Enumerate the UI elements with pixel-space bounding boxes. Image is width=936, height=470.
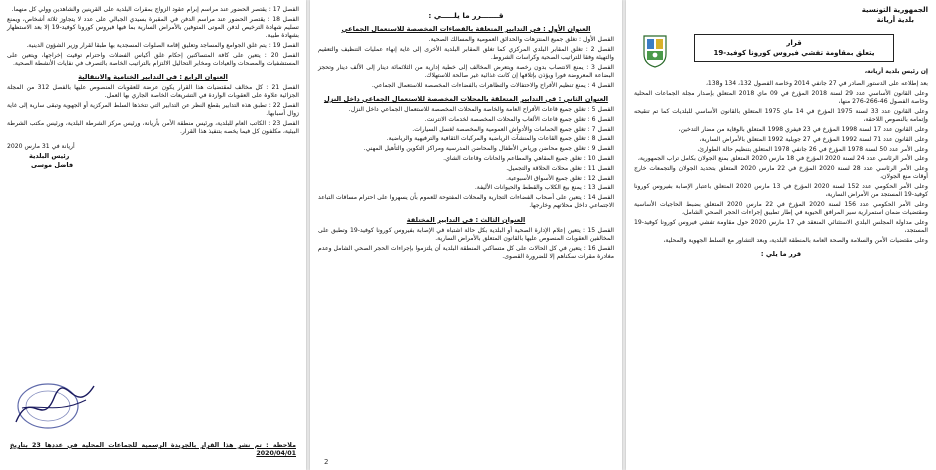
- article-item: الفصل 5 : تغلق جميع قاعات الأفراح العامة والخاصة والمحلات المخصصة للاستعمال الجماعي داخل النزل.: [348, 106, 614, 113]
- article-item: الفصل 17 : يقتصر الحضور عند مراسم إبرام عقود الزواج بمقرات البلدية على القرينين والشاهدين وولي كل منهما.: [11, 6, 299, 13]
- section4-articles: [7, 84, 299, 136]
- page-2: [310, 0, 622, 470]
- signatory-title: رئيس البلدية: [29, 152, 70, 161]
- signature-stamp-icon: [8, 378, 98, 434]
- section4-title: العنوان الرابع : في التدابير الختامية والانتقالية: [78, 73, 228, 82]
- section-title: العنوان الثاني : في التدابير المتعلقة بالمحلات المخصصة للاستعمال الجماعي داخل النزل: [323, 95, 609, 103]
- article-item: الفصل 15 : يتعين إعلام الإدارة الصحية أو البلدية بكل حالة اشتباه في الإصابة بفيروس كورونا كوفيد-19 وتطبق على المخالفين العقوبات المنصوص عليها بالقانون المتعلق بالأمراض السارية.: [318, 226, 614, 242]
- decree-title: يتعلق بمقاومة تفشي فيروس كورونا كوفيد-19: [713, 49, 875, 57]
- article-item: الفصل 23 : الكاتب العام للبلدية، ورئيس منطقة الأمن بأريانة، ورئيس مركز الشرطة البلدية، ورئيس مكتب الشرطة البيئية، مكلفون كل فيما يخصه بتنفيذ هذا القرار.: [7, 120, 300, 136]
- country-header: الجمهورية التونسية: [861, 6, 928, 14]
- decision-header: قـــــــرر ما يلـــــي :: [428, 11, 504, 20]
- article-item: الفصل 13 : يمنع بيع الكلاب والقطط والحيوانات الأليفة.: [474, 184, 614, 192]
- article-item: الفصل 7 : تغلق جميع الحمامات والأدواش العمومية والمخصصة لغسل السيارات.: [412, 125, 614, 133]
- page2-body: [318, 25, 614, 261]
- article-item: الفصل 19 : يتم غلق الجوامع والمساجد وتعليق إقامة الصلوات المسجدية بها طبقا لقرار وزير الشؤون الدينية.: [26, 42, 299, 49]
- consideration-item: وعلى الأمر الحكومي عدد 152 لسنة 2020 المؤرخ في 13 مارس 2020 المتعلق باعتبار الإصابة بفيروس كورونا كوفيد-19 المستجد من الأمراض السارية،: [634, 183, 928, 199]
- consideration-item: وعلى مداولة المجلس البلدي الاستثنائي المنعقد في 17 مارس 2020 حول مقاومة تفشي فيروس كورونا كوفيد-19 المستجد،: [634, 219, 928, 235]
- article-item: الفصل 4 : يمنع تنظيم الأفراح والاحتفالات والتظاهرات بالفضاءات المخصصة للاستعمال الجماعي.: [371, 81, 614, 89]
- article-item: الفصل 18 : يقتصر الحضور عند مراسم الدفن في المقبرة بسيدي الجبالي على عدد لا يتجاوز ثلاثة أشخاص، ويمنع تسليم شهادة الترخيص لدفن الموتى المتوفين بالأمراض السارية بما فيها فيروس كورونا كوفيد-19 إلا بعد الاستظهار بشهادة طبية.: [7, 15, 300, 40]
- article-item: الفصل 16 : يتعين في كل الحالات على كل متساكني المنطقة البلدية أن يلتزموا بإجراءات الحجر الصحي الشامل وعدم مغادرة مقرات سكناهم إلا للضرورة القصوى.: [318, 244, 615, 260]
- page-1: [626, 0, 936, 470]
- article-item: الفصل 22 : تطبق هذه التدابير بقطع النظر عن التدابير التي تتخذها السلط المركزية أو الجهوية وتبقى سارية إلى غاية زوال أسبابها.: [7, 102, 299, 118]
- page-3: [0, 0, 306, 470]
- consideration-item: وعلى الأمر الحكومي عدد 156 لسنة 2020 المؤرخ في 22 مارس 2020 المتعلق بضبط الحاجيات الأساسية ومقتضيات ضمان استمرارية سير المرافق الحيوية في إطار تطبيق إجراءات الحجر الصحي الشامل،: [634, 201, 929, 217]
- municipality-header: بلدية أريانة: [876, 15, 914, 24]
- consideration-item: وعلى الأمر الرئاسي عدد 24 لسنة 2020 المؤرخ في 18 مارس 2020 المتعلق بمنع الجولان بكامل تراب الجمهورية،: [637, 155, 928, 163]
- section-title: العنوان الأول : في التدابير المتعلقة بالفضاءات المخصصة للاستعمال الجماعي: [341, 25, 591, 33]
- section-title: العنوان الثالث : في التدابير المختلفة: [406, 215, 526, 224]
- article-item: الفصل 10 : تغلق جميع المقاهي والمطاعم والحانات وقاعات الشاي.: [443, 154, 614, 162]
- article-item: الفصل 6 : تغلق جميع قاعات الألعاب والمحلات المخصصة لخدمات الانترنت.: [424, 115, 614, 123]
- article-item: الفصل الأول : تغلق جميع المنتزهات والحدائق العمومية والمسالك الصحية.: [428, 36, 614, 43]
- consideration-item: وعلى القانون عدد 71 لسنة 1992 المؤرخ في 27 جويلية 1992 المتعلق بالأمراض السارية،: [699, 135, 928, 143]
- article-item: الفصل 8 : تغلق جميع القاعات والمنشآت الرياضية والمركبات الثقافية والترفيهية والرياضية.: [386, 135, 614, 143]
- article-item: الفصل 21 : كل مخالف لمقتضيات هذا القرار يكون عرضة للعقوبات المنصوص عليها بالفصل 312 من المجلة الجزائية علاوة على العقوبات الواردة في التشريعات الخاصة الجاري بها العمل.: [7, 84, 300, 100]
- consideration-item: وعلى مقتضيات الأمن والسلامة والصحة العامة بالمنطقة البلدية، وبعد التشاور مع السلط الجهوية والمحلية،: [663, 237, 928, 245]
- date-line: أريانة في 31 مارس 2020: [7, 142, 75, 150]
- page1-considerations: [634, 80, 928, 245]
- decision-line: قرر ما يلي :: [760, 250, 802, 259]
- article-item: الفصل 12 : تغلق جميع الأسواق الأسبوعية.: [506, 174, 614, 182]
- mayor-line: إن رئيس بلدية أريانة،: [864, 68, 928, 75]
- article-item: الفصل 3 : يمنع الانتصاب بدون رخصة ويتعرض المخالف إلى خطية إدارية من الثلاثمائة دينار إلى الألف دينار وتحجز البضاعة المعروضة فورا ويؤذن بإتلافها إن كانت غذائية غير صالحة للاستهلاك.: [318, 63, 614, 79]
- signature-block: [7, 143, 299, 171]
- publication-note: ملاحظة : تم نشر هذا القرار بالجريدة الرسمية للجماعات المحلية في عددها 23 بتاريخ 2020/04/01: [10, 442, 296, 458]
- article-item: الفصل 11 : تغلق محلات الحلاقة والتجميل.: [506, 164, 614, 172]
- municipality-logo-icon: [642, 34, 668, 68]
- page-number: 2: [324, 458, 329, 466]
- decree-title-box: [694, 34, 894, 62]
- consideration-item: وعلى الأمر الرئاسي عدد 28 لسنة 2020 المؤرخ في 22 مارس 2020 المتعلق بتحديد الجولان والتجمعات خارج أوقات منع الجولان،: [634, 165, 928, 181]
- consideration-item: وعلى القانون عدد 17 لسنة 1998 المؤرخ في 23 فيفري 1998 المتعلق بالوقاية من مضار التدخين،: [678, 126, 928, 133]
- consideration-item: بعد إطلاعه على الدستور الصادر في 27 جانفي 2014 وخاصة الفصول 132، 134 و138،: [705, 80, 928, 88]
- signatory-name: فاضل موسى: [31, 161, 74, 170]
- consideration-item: وعلى القانون الأساسي عدد 29 لسنة 2018 المؤرخ في 09 ماي 2018 المتعلق بإصدار مجلة الجماعات المحلية وخاصة الفصول 46-266-276 منها،: [634, 90, 929, 106]
- consideration-item: وعلى الأمر عدد 50 لسنة 1978 المؤرخ في 26 جانفي 1978 المتعلق بتنظيم حالة الطوارئ،: [697, 145, 928, 153]
- article-item: الفصل 9 : تغلق جميع محاضن ورياض الأطفال والمحاضن المدرسية ومراكز التكوين والتأهيل المهني.: [363, 145, 614, 153]
- decree-label: قرار: [786, 39, 802, 47]
- consideration-item: وعلى القانون عدد 33 لسنة 1975 المؤرخ في 14 ماي 1975 المتعلق بالقانون الأساسي للبلديات كما تم تنقيحه وإتمامه بالنصوص اللاحقة،: [634, 108, 929, 124]
- article-item: الفصل 20 : يتعين على كافة المتساكنين إحكام غلق أكياس الفضلات واحترام توقيت إخراجها، ويتعين على المستشفيات والمصحات والعيادات ومخابر التحاليل الالتزام بالتراتيب الخاصة بالتصرف في نفايات الأنشطة الصحية.: [7, 51, 300, 67]
- article-item: الفصل 14 : يتعين على أصحاب الفضاءات التجارية والمحلات المفتوحة للعموم بأن يسهروا على احترام مسافات التباعد الاجتماعي داخل محلاتهم وخارجها.: [318, 194, 615, 210]
- page3-articles-top: [7, 6, 299, 68]
- article-item: الفصل 2 : تغلق المقابر البلدي المركزي كما تغلق المقابر البلدية الأخرى إلى غاية إنهاء عمليات التنظيف والتعقيم والتهيئة وفقا للتراتيب الصحية وكراسات الشروط.: [318, 45, 614, 61]
